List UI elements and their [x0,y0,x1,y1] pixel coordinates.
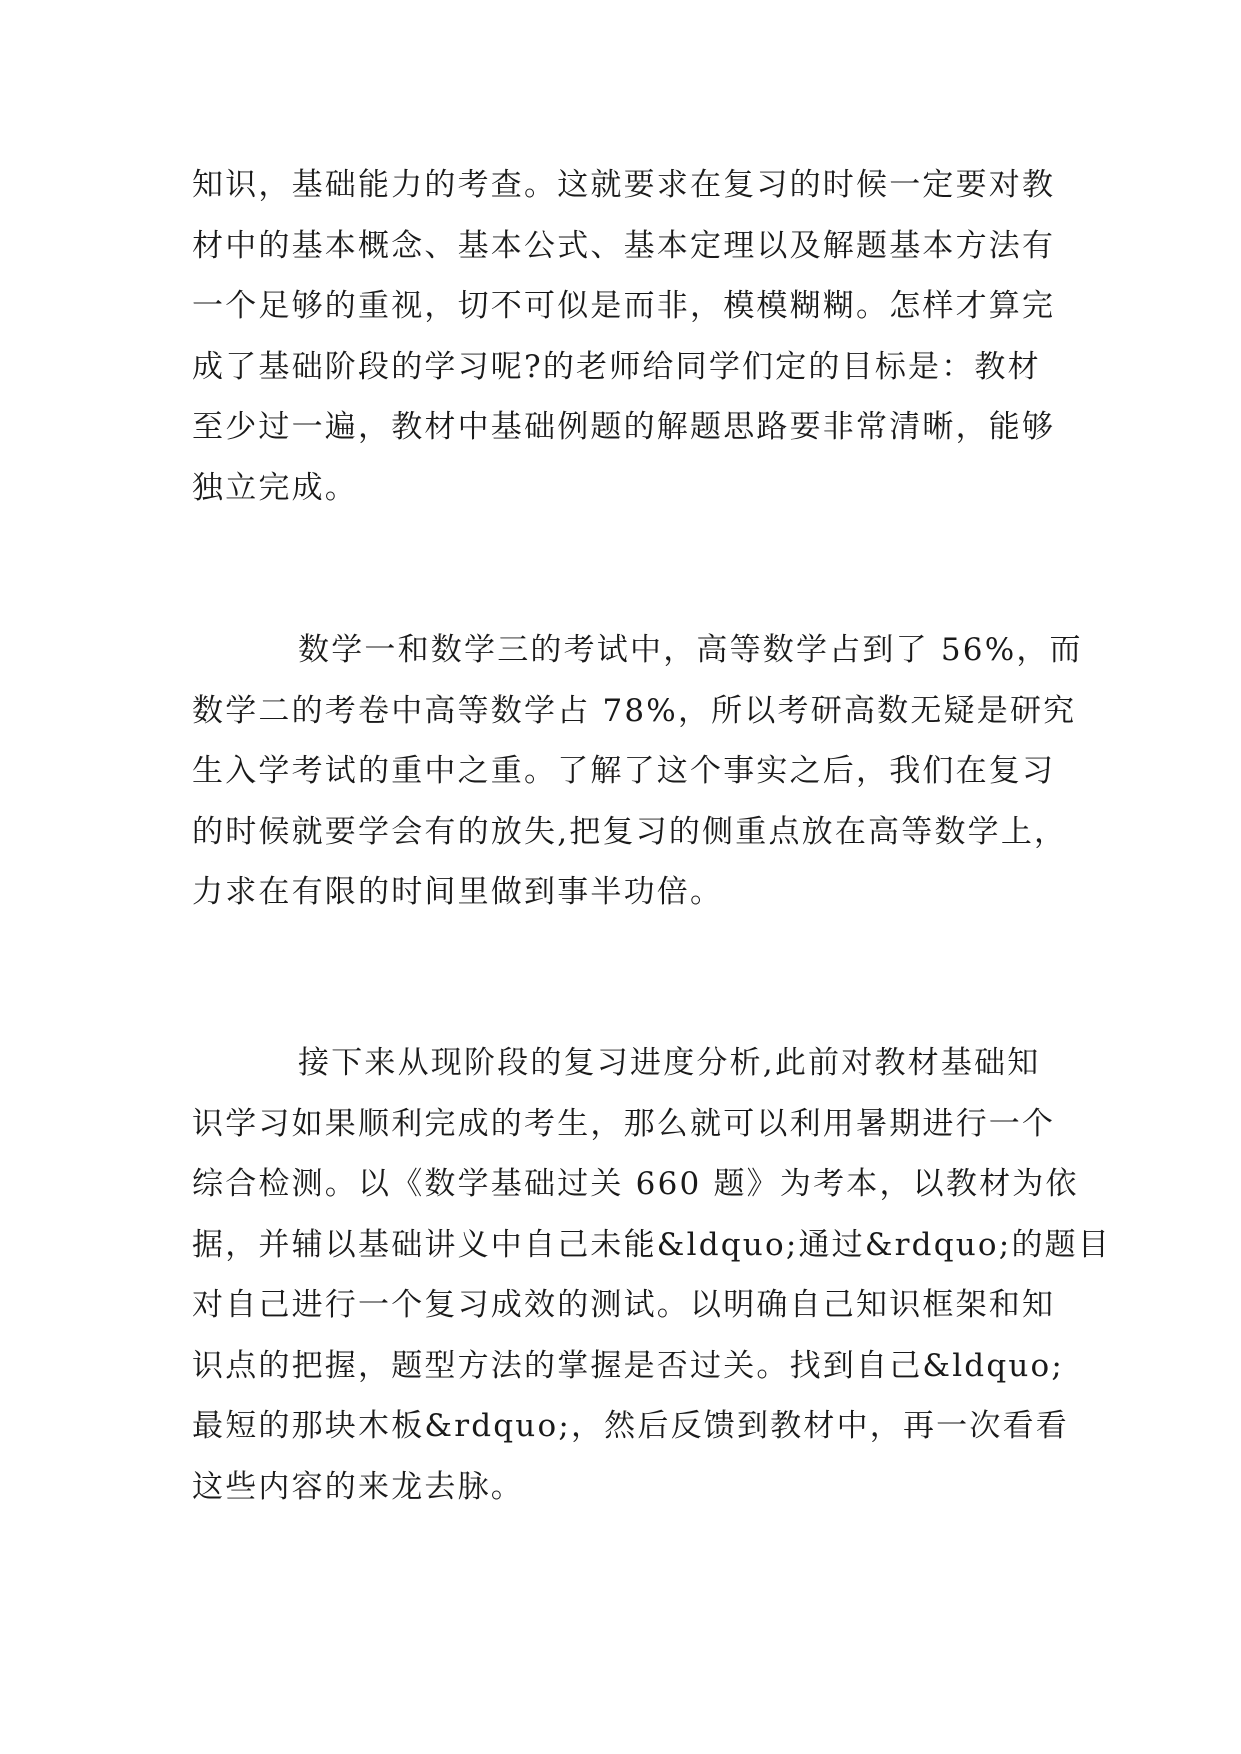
paragraph-line: 一个足够的重视，切不可似是而非，模模糊糊。怎样才算完 [192,288,1056,324]
paragraph-line: 知识，基础能力的考查。这就要求在复习的时候一定要对教 [192,167,1056,203]
paragraph-line: 独立完成。 [192,469,358,506]
paragraph-line: 力求在有限的时间里做到事半功倍。 [192,874,724,910]
paragraph-line: 综合检测。以《数学基础过关 660 题》为考本，以教材为依 [192,1166,1079,1202]
paragraph-line: 这些内容的来龙去脉。 [192,1468,524,1505]
paragraph-line: 材中的基本概念、基本公式、基本定理以及解题基本方法有 [192,227,1056,264]
paragraph-line: 对自己进行一个复习成效的测试。以明确自己知识框架和知 [192,1287,1056,1323]
paragraph-line: 的时候就要学会有的放失,把复习的侧重点放在高等数学上， [192,813,1068,850]
paragraph-line: 生入学考试的重中之重。了解了这个事实之后，我们在复习 [192,753,1056,789]
paragraph-line: 最短的那块木板&rdquo;，然后反馈到教材中，再一次看看 [192,1408,1069,1444]
paragraph-line: 识学习如果顺利完成的考生，那么就可以利用暑期进行一个 [192,1105,1056,1142]
paragraph-line: 数学二的考卷中高等数学占 78%，所以考研高数无疑是研究 [192,692,1077,729]
paragraph-first-line: 数学一和数学三的考试中，高等数学占到了 56%，而 [298,632,1083,668]
paragraph-first-line: 接下来从现阶段的复习进度分析,此前对教材基础知 [298,1045,1041,1081]
paragraph-1 [192,155,1060,518]
paragraph-line: 据，并辅以基础讲义中自己未能&ldquo;通过&rdquo;的题目 [192,1226,1112,1263]
paragraph-line: 成了基础阶段的学习呢?的老师给同学们定的目标是：教材 [192,348,1041,385]
paragraph-line: 识点的把握，题型方法的掌握是否过关。找到自己&ldquo; [192,1347,1065,1384]
paragraph-line: 至少过一遍，教材中基础例题的解题思路要非常清晰，能够 [192,409,1056,445]
paragraph-3 [192,1033,1112,1517]
paragraph-2 [192,620,1083,923]
